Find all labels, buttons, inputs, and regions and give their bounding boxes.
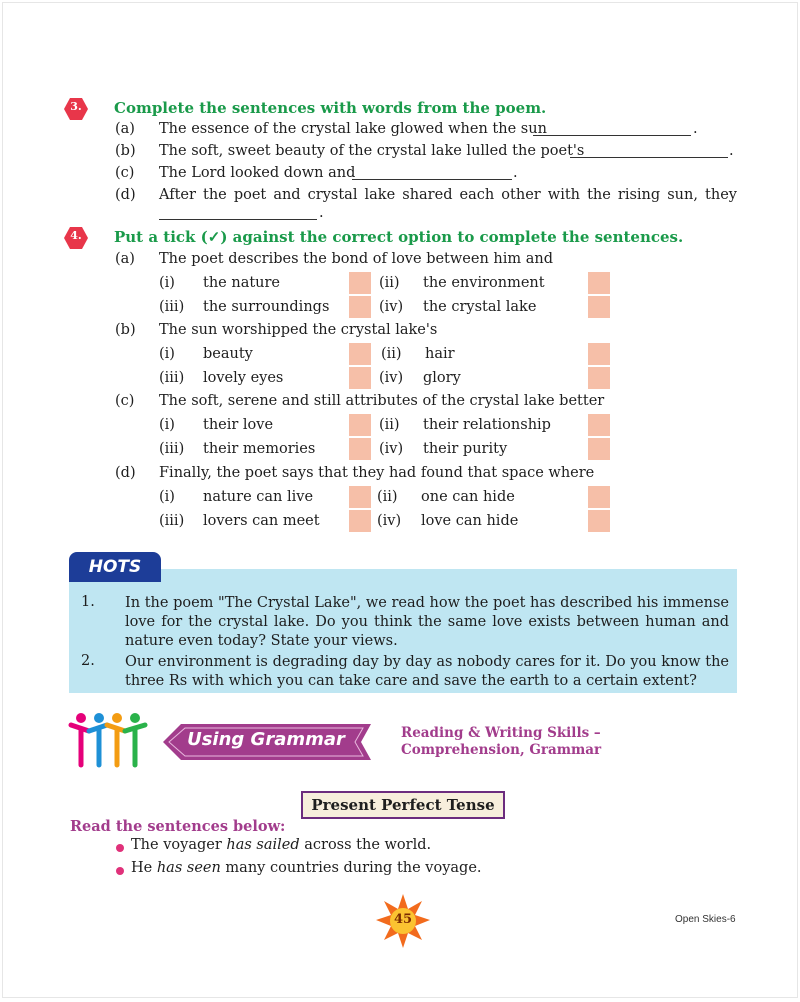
option-text: the crystal lake: [423, 299, 537, 315]
hots-item-text: Our environment is degrading day by day as nobody cares for it. Do you know the three Rs with which you can take care and save the earth to a certain extent?: [125, 654, 729, 689]
q3d-label: (d): [115, 187, 136, 203]
q4-heading: Put a tick (✓) against the correct option to complete the sentences.: [114, 228, 684, 246]
q3c-blank[interactable]: [352, 179, 512, 180]
option-text: the nature: [203, 275, 281, 291]
hots-item-number: 2.: [81, 653, 95, 669]
tick-box[interactable]: [588, 414, 610, 436]
q3c-end: .: [513, 165, 518, 181]
bullet-icon: [116, 844, 124, 852]
q3b-text: The soft, sweet beauty of the crystal lake lulled the poet's: [159, 143, 585, 159]
option-text: hair: [425, 346, 455, 362]
q4b-label: (b): [115, 322, 136, 338]
option-numeral: (iv): [377, 513, 402, 529]
sentence-part: many countries during the voyage.: [220, 860, 482, 876]
option-numeral: (ii): [377, 489, 398, 505]
example-sentence: [131, 837, 431, 853]
q3d-text: After the poet and crystal lake shared each other with the rising sun, they: [159, 187, 737, 203]
option-text: their purity: [423, 441, 508, 457]
option-text: one can hide: [421, 489, 515, 505]
tick-box[interactable]: [349, 367, 371, 389]
q3b-blank[interactable]: [570, 157, 728, 158]
sentence-verb: has sailed: [226, 837, 300, 853]
q4a-stem: The poet describes the bond of love between him and: [159, 251, 553, 267]
option-numeral: (iii): [159, 513, 185, 529]
option-text: their memories: [203, 441, 316, 457]
q4d-stem: Finally, the poet says that they had found that space where: [159, 465, 595, 481]
tick-box[interactable]: [588, 510, 610, 532]
tick-box[interactable]: [588, 272, 610, 294]
tick-box[interactable]: [349, 296, 371, 318]
tick-box[interactable]: [588, 343, 610, 365]
option-numeral: (i): [159, 489, 175, 505]
option-numeral: (ii): [379, 275, 400, 291]
q3a-text: The essence of the crystal lake glowed when the sun: [159, 121, 547, 137]
tick-box[interactable]: [349, 272, 371, 294]
question-3-badge: [63, 97, 89, 121]
q3a-end: .: [693, 121, 698, 137]
option-numeral: (iii): [159, 441, 185, 457]
example-sentence: [131, 860, 482, 876]
q3c-text: The Lord looked down and: [159, 165, 356, 181]
option-numeral: (i): [159, 275, 175, 291]
sentence-part: across the world.: [299, 837, 432, 853]
option-numeral: (i): [159, 346, 175, 362]
q3a-blank[interactable]: [533, 135, 691, 136]
question-4-badge: [63, 226, 89, 250]
option-text: the environment: [423, 275, 545, 291]
q4b-stem: The sun worshipped the crystal lake's: [159, 322, 438, 338]
q4a-label: (a): [115, 251, 135, 267]
hots-item-text: In the poem "The Crystal Lake", we read how the poet has described his immense love for the crystal lake. Do you think the same love exists between human and nature even today? State your views.: [125, 595, 729, 649]
tick-box[interactable]: [588, 367, 610, 389]
option-text: beauty: [203, 346, 253, 362]
q4c-label: (c): [115, 393, 135, 409]
tick-box[interactable]: [349, 414, 371, 436]
hots-item-number: 1.: [81, 594, 95, 610]
option-text: their love: [203, 417, 274, 433]
tick-box[interactable]: [588, 296, 610, 318]
option-text: their relationship: [423, 417, 551, 433]
sentence-part: The voyager: [131, 837, 227, 853]
tick-box[interactable]: [349, 486, 371, 508]
skills-line-2: Comprehension, Grammar: [401, 742, 602, 758]
option-numeral: (ii): [381, 346, 402, 362]
tick-box[interactable]: [588, 438, 610, 460]
page-number-badge: [375, 893, 431, 949]
option-numeral: (iv): [379, 441, 404, 457]
children-group-icon: [67, 711, 163, 771]
q3-heading: Complete the sentences with words from the poem.: [114, 99, 547, 117]
option-text: love can hide: [421, 513, 519, 529]
page-number: 45: [393, 912, 413, 927]
tick-box[interactable]: [349, 343, 371, 365]
option-numeral: (iv): [379, 370, 404, 386]
option-text: lovers can meet: [203, 513, 320, 529]
tick-box[interactable]: [588, 486, 610, 508]
option-text: nature can live: [203, 489, 314, 505]
q3c-label: (c): [115, 165, 135, 181]
q3d-end: .: [319, 205, 324, 221]
q4d-label: (d): [115, 465, 136, 481]
q3b-end: .: [729, 143, 734, 159]
book-title: Open Skies-6: [675, 914, 736, 925]
q4c-stem: The soft, serene and still attributes of the crystal lake better: [159, 393, 605, 409]
hots-tab: HOTS: [69, 552, 161, 582]
option-text: lovely eyes: [203, 370, 284, 386]
bullet-icon: [116, 867, 124, 875]
option-numeral: (iii): [159, 299, 185, 315]
q3a-label: (a): [115, 121, 135, 137]
workbook-page: [2, 2, 798, 998]
q3b-label: (b): [115, 143, 136, 159]
banner-title: Using Grammar: [187, 729, 345, 750]
option-numeral: (iv): [379, 299, 404, 315]
sentence-verb: has seen: [156, 860, 221, 876]
option-numeral: (ii): [379, 417, 400, 433]
question-number: 4.: [70, 229, 82, 242]
tick-box[interactable]: [349, 510, 371, 532]
read-label: Read the sentences below:: [70, 818, 286, 835]
option-numeral: (iii): [159, 370, 185, 386]
option-numeral: (i): [159, 417, 175, 433]
question-number: 3.: [70, 100, 82, 113]
tick-box[interactable]: [349, 438, 371, 460]
option-text: glory: [423, 370, 461, 386]
skills-line-1: Reading & Writing Skills –: [401, 725, 601, 741]
using-grammar-banner: [161, 720, 381, 764]
q3d-blank[interactable]: [159, 219, 317, 220]
option-text: the surroundings: [203, 299, 330, 315]
present-perfect-tense-box: Present Perfect Tense: [301, 791, 505, 819]
sentence-part: He: [131, 860, 157, 876]
